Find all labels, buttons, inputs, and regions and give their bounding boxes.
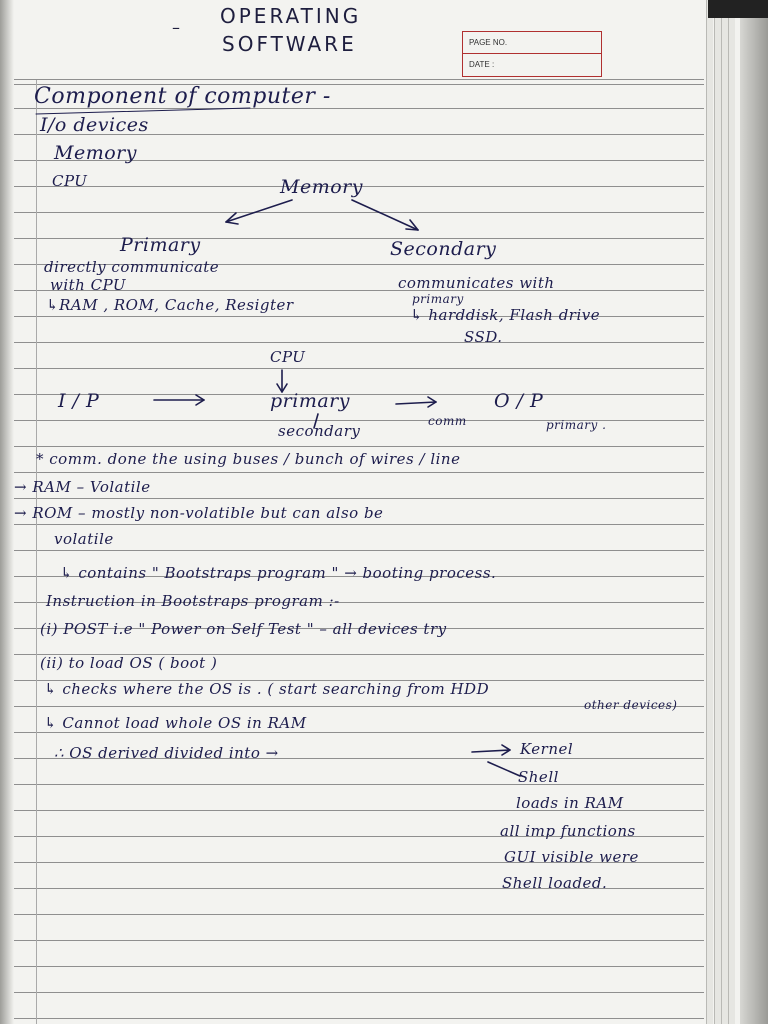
note-bootstraps: ↳ contains " Bootstraps program " → booting process. bbox=[60, 564, 497, 582]
kernel-label: Kernel bbox=[520, 740, 574, 758]
component-io: I/o devices bbox=[40, 114, 149, 136]
title-dash: – bbox=[172, 18, 183, 37]
secondary-primary: primary bbox=[412, 292, 464, 306]
note-os-divided: ∴ OS derived divided into → bbox=[54, 744, 279, 762]
kernel-note-2: all imp functions bbox=[500, 822, 636, 840]
title-line-1: OPERATING bbox=[220, 4, 362, 28]
secondary-examples-2: SSD. bbox=[464, 328, 503, 346]
flow-primary: primary bbox=[270, 390, 350, 412]
section-heading: Component of computer - bbox=[34, 84, 331, 109]
component-memory: Memory bbox=[54, 142, 137, 164]
primary-desc-1: directly communicate bbox=[44, 258, 220, 276]
memory-root: Memory bbox=[280, 176, 363, 198]
primary-label: Primary bbox=[120, 234, 201, 256]
arrow-secondary bbox=[314, 414, 318, 428]
arrow-op bbox=[396, 402, 436, 404]
arrow-shell bbox=[488, 762, 520, 776]
primary-desc-2: with CPU bbox=[50, 276, 127, 294]
secondary-examples: ↳ harddisk, Flash drive bbox=[410, 306, 601, 324]
arrow-to-secondary bbox=[352, 200, 418, 230]
note-post: (i) POST i.e " Power on Self Test " – all devices try bbox=[40, 620, 447, 638]
note-instruction: Instruction in Bootstraps program :- bbox=[46, 592, 340, 610]
note-ram: → RAM – Volatile bbox=[14, 478, 151, 496]
note-rom: → ROM – mostly non-volatible but can also be bbox=[14, 504, 384, 522]
flow-output: O / P bbox=[494, 390, 544, 412]
kernel-note-4: Shell loaded. bbox=[502, 874, 608, 892]
kernel-note-1: loads in RAM bbox=[516, 794, 624, 812]
arrow-kernel bbox=[472, 750, 510, 752]
secondary-desc: communicates with bbox=[398, 274, 555, 292]
primary-examples: ↳RAM , ROM, Cache, Resigter bbox=[46, 296, 294, 314]
note-checks: ↳ checks where the OS is . ( start searching from HDD bbox=[44, 680, 490, 698]
date-label: DATE : bbox=[469, 60, 495, 69]
note-other-devices: other devices) bbox=[584, 698, 678, 712]
flow-output-primary: primary . bbox=[546, 418, 607, 432]
note-rom-2: volatile bbox=[54, 530, 114, 548]
note-load-os: (ii) to load OS ( boot ) bbox=[40, 654, 218, 672]
component-cpu: CPU bbox=[52, 172, 88, 190]
heading-underline bbox=[36, 108, 250, 114]
arrow-to-primary bbox=[226, 200, 292, 222]
flow-cpu: CPU bbox=[270, 348, 306, 366]
secondary-label: Secondary bbox=[390, 238, 497, 260]
flow-comm: comm bbox=[428, 414, 467, 428]
note-comm-buses: * comm. done the using buses / bunch of wires / line bbox=[36, 450, 461, 468]
note-cannot-load: ↳ Cannot load whole OS in RAM bbox=[44, 714, 307, 732]
kernel-note-3: GUI visible were bbox=[504, 848, 639, 866]
shell-label: Shell bbox=[518, 768, 559, 786]
flow-secondary: secondary bbox=[278, 422, 361, 440]
flow-input: I / P bbox=[58, 390, 100, 412]
title-line-2: SOFTWARE bbox=[222, 32, 357, 56]
page-no-label: PAGE NO. bbox=[463, 32, 601, 54]
